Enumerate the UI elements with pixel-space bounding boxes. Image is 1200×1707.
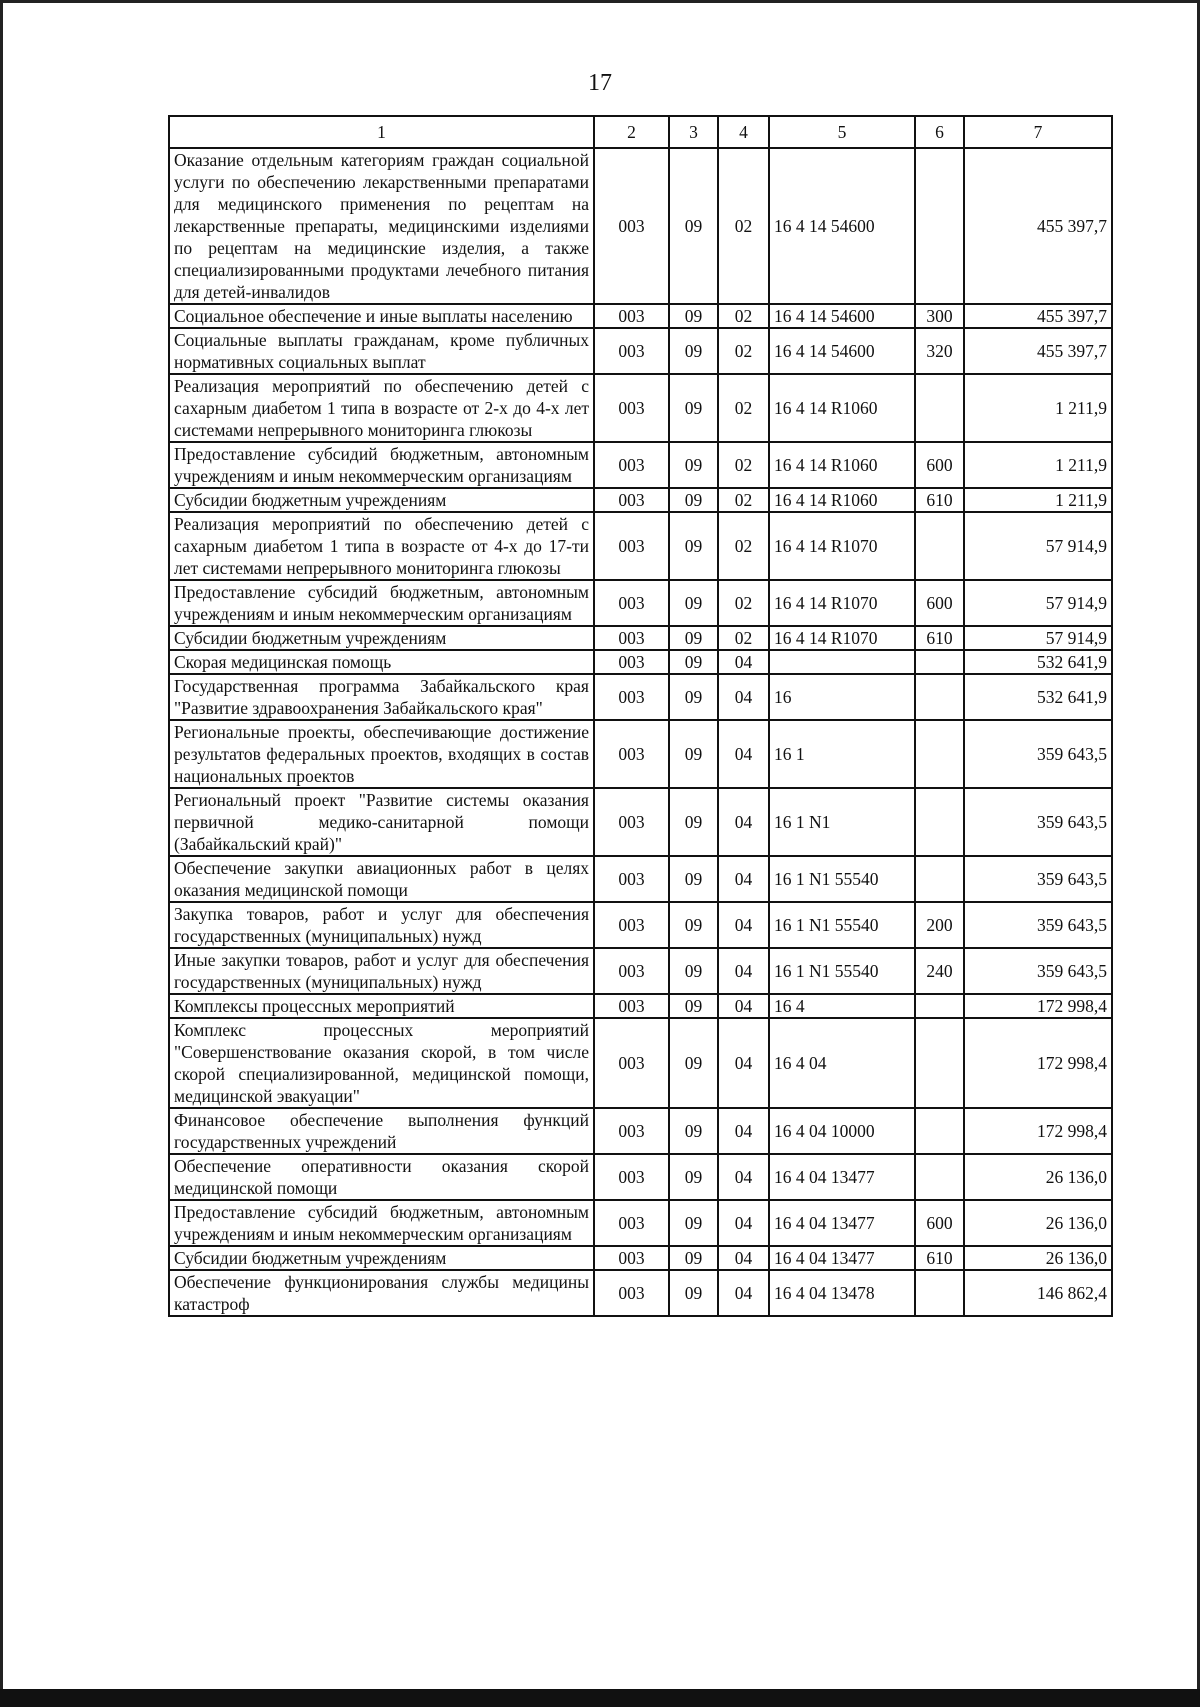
table-body — [169, 148, 1112, 1316]
cell-ministry-code: 003 — [594, 626, 669, 650]
cell-section-code: 09 — [669, 442, 718, 488]
cell-expense-type — [915, 1108, 964, 1154]
table-header — [169, 116, 1112, 148]
cell-target-article: 16 1 N1 55540 — [769, 948, 915, 994]
cell-subsection-code: 04 — [718, 788, 769, 856]
cell-target-article: 16 4 04 13478 — [769, 1270, 915, 1316]
cell-item-name: Предоставление субсидий бюджетным, автономным учреждениям и иным некоммерческим организациям — [169, 442, 594, 488]
scan-edge-top — [0, 0, 1200, 3]
cell-subsection-code: 04 — [718, 1200, 769, 1246]
cell-ministry-code: 003 — [594, 674, 669, 720]
cell-target-article: 16 4 04 13477 — [769, 1154, 915, 1200]
cell-subsection-code: 04 — [718, 1108, 769, 1154]
header-cell-col-3: 3 — [669, 116, 718, 148]
cell-ministry-code: 003 — [594, 650, 669, 674]
cell-section-code: 09 — [669, 328, 718, 374]
cell-subsection-code: 02 — [718, 148, 769, 304]
cell-ministry-code: 003 — [594, 948, 669, 994]
cell-item-name: Комплекс процессных мероприятий "Совершенствование оказания скорой, в том числе скорой специализированной, медицинской помощи, медицинской эвакуации" — [169, 1018, 594, 1108]
header-cell-col-7: 7 — [964, 116, 1112, 148]
header-cell-col-2: 2 — [594, 116, 669, 148]
cell-amount: 1 211,9 — [964, 442, 1112, 488]
table-row — [169, 488, 1112, 512]
scan-edge-bottom — [0, 1689, 1200, 1707]
cell-ministry-code: 003 — [594, 1200, 669, 1246]
cell-target-article — [769, 650, 915, 674]
cell-ministry-code: 003 — [594, 788, 669, 856]
cell-target-article: 16 1 — [769, 720, 915, 788]
cell-amount: 359 643,5 — [964, 788, 1112, 856]
table-row — [169, 442, 1112, 488]
cell-ministry-code: 003 — [594, 1154, 669, 1200]
cell-amount: 172 998,4 — [964, 1108, 1112, 1154]
cell-subsection-code: 04 — [718, 948, 769, 994]
cell-ministry-code: 003 — [594, 720, 669, 788]
cell-subsection-code: 04 — [718, 1154, 769, 1200]
cell-section-code: 09 — [669, 304, 718, 328]
cell-section-code: 09 — [669, 1108, 718, 1154]
cell-item-name: Финансовое обеспечение выполнения функций государственных учреждений — [169, 1108, 594, 1154]
header-cell-col-4: 4 — [718, 116, 769, 148]
cell-target-article: 16 1 N1 55540 — [769, 902, 915, 948]
cell-subsection-code: 04 — [718, 1018, 769, 1108]
cell-subsection-code: 04 — [718, 1270, 769, 1316]
cell-item-name: Реализация мероприятий по обеспечению детей с сахарным диабетом 1 типа в возрасте от 4-х до 17-ти лет системами непрерывного мониторинга глюкозы — [169, 512, 594, 580]
header-cell-col-5: 5 — [769, 116, 915, 148]
cell-target-article: 16 4 04 13477 — [769, 1246, 915, 1270]
cell-item-name: Комплексы процессных мероприятий — [169, 994, 594, 1018]
cell-amount: 455 397,7 — [964, 148, 1112, 304]
cell-target-article: 16 4 04 10000 — [769, 1108, 915, 1154]
cell-ministry-code: 003 — [594, 1246, 669, 1270]
cell-target-article: 16 4 — [769, 994, 915, 1018]
cell-section-code: 09 — [669, 148, 718, 304]
cell-target-article: 16 1 N1 55540 — [769, 856, 915, 902]
cell-ministry-code: 003 — [594, 902, 669, 948]
cell-item-name: Предоставление субсидий бюджетным, автономным учреждениям и иным некоммерческим организациям — [169, 580, 594, 626]
cell-ministry-code: 003 — [594, 304, 669, 328]
table-row — [169, 1108, 1112, 1154]
table-row — [169, 902, 1112, 948]
budget-table — [168, 115, 1113, 1317]
cell-amount: 57 914,9 — [964, 580, 1112, 626]
cell-ministry-code: 003 — [594, 1018, 669, 1108]
cell-target-article: 16 4 14 R1060 — [769, 442, 915, 488]
cell-target-article: 16 4 14 R1060 — [769, 374, 915, 442]
cell-ministry-code: 003 — [594, 442, 669, 488]
cell-subsection-code: 04 — [718, 1246, 769, 1270]
cell-amount: 26 136,0 — [964, 1246, 1112, 1270]
cell-section-code: 09 — [669, 1270, 718, 1316]
cell-expense-type — [915, 1018, 964, 1108]
cell-amount: 172 998,4 — [964, 1018, 1112, 1108]
cell-amount: 146 862,4 — [964, 1270, 1112, 1316]
cell-item-name: Оказание отдельным категориям граждан социальной услуги по обеспечению лекарственными препаратами для медицинского применения по рецептам на лекарственные препараты, медицинскими изделиями по рецептам на медицинские изделия, а также специализированными продуктами лечебного питания для детей-инвалидов — [169, 148, 594, 304]
table-row — [169, 512, 1112, 580]
table-row — [169, 948, 1112, 994]
cell-amount: 532 641,9 — [964, 650, 1112, 674]
cell-section-code: 09 — [669, 1154, 718, 1200]
cell-expense-type — [915, 788, 964, 856]
cell-item-name: Обеспечение закупки авиационных работ в целях оказания медицинской помощи — [169, 856, 594, 902]
cell-target-article: 16 4 04 13477 — [769, 1200, 915, 1246]
cell-expense-type: 320 — [915, 328, 964, 374]
cell-expense-type: 610 — [915, 488, 964, 512]
cell-subsection-code: 04 — [718, 856, 769, 902]
cell-target-article: 16 4 14 R1070 — [769, 580, 915, 626]
cell-item-name: Региональный проект "Развитие системы оказания первичной медико-санитарной помощи (Забайкальский край)" — [169, 788, 594, 856]
cell-ministry-code: 003 — [594, 856, 669, 902]
cell-amount: 455 397,7 — [964, 304, 1112, 328]
cell-expense-type: 610 — [915, 1246, 964, 1270]
table-row — [169, 856, 1112, 902]
cell-item-name: Социальное обеспечение и иные выплаты населению — [169, 304, 594, 328]
cell-expense-type — [915, 1154, 964, 1200]
cell-expense-type — [915, 1270, 964, 1316]
cell-ministry-code: 003 — [594, 374, 669, 442]
table-row — [169, 148, 1112, 304]
cell-expense-type: 610 — [915, 626, 964, 650]
cell-amount: 57 914,9 — [964, 512, 1112, 580]
cell-section-code: 09 — [669, 1018, 718, 1108]
cell-target-article: 16 4 14 R1070 — [769, 626, 915, 650]
cell-subsection-code: 04 — [718, 902, 769, 948]
cell-expense-type — [915, 512, 964, 580]
cell-amount: 1 211,9 — [964, 374, 1112, 442]
table-row — [169, 650, 1112, 674]
cell-item-name: Субсидии бюджетным учреждениям — [169, 1246, 594, 1270]
cell-target-article: 16 1 N1 — [769, 788, 915, 856]
cell-subsection-code: 02 — [718, 374, 769, 442]
cell-section-code: 09 — [669, 948, 718, 994]
cell-section-code: 09 — [669, 856, 718, 902]
cell-section-code: 09 — [669, 788, 718, 856]
cell-amount: 1 211,9 — [964, 488, 1112, 512]
cell-section-code: 09 — [669, 626, 718, 650]
table-row — [169, 674, 1112, 720]
cell-item-name: Предоставление субсидий бюджетным, автономным учреждениям и иным некоммерческим организациям — [169, 1200, 594, 1246]
cell-expense-type — [915, 650, 964, 674]
cell-subsection-code: 04 — [718, 650, 769, 674]
cell-ministry-code: 003 — [594, 488, 669, 512]
scan-edge-left — [0, 0, 3, 1707]
cell-item-name: Иные закупки товаров, работ и услуг для обеспечения государственных (муниципальных) нужд — [169, 948, 594, 994]
cell-item-name: Социальные выплаты гражданам, кроме публичных нормативных социальных выплат — [169, 328, 594, 374]
cell-section-code: 09 — [669, 650, 718, 674]
cell-target-article: 16 — [769, 674, 915, 720]
cell-subsection-code: 02 — [718, 442, 769, 488]
cell-expense-type: 600 — [915, 580, 964, 626]
cell-subsection-code: 04 — [718, 720, 769, 788]
cell-expense-type — [915, 674, 964, 720]
cell-ministry-code: 003 — [594, 1108, 669, 1154]
cell-subsection-code: 02 — [718, 626, 769, 650]
cell-subsection-code: 02 — [718, 488, 769, 512]
cell-target-article: 16 4 04 — [769, 1018, 915, 1108]
cell-expense-type: 240 — [915, 948, 964, 994]
table-row — [169, 1018, 1112, 1108]
cell-section-code: 09 — [669, 994, 718, 1018]
cell-section-code: 09 — [669, 902, 718, 948]
table-row — [169, 1270, 1112, 1316]
cell-section-code: 09 — [669, 512, 718, 580]
cell-section-code: 09 — [669, 580, 718, 626]
cell-item-name: Обеспечение функционирования службы медицины катастроф — [169, 1270, 594, 1316]
cell-item-name: Субсидии бюджетным учреждениям — [169, 626, 594, 650]
table-row — [169, 788, 1112, 856]
cell-amount: 359 643,5 — [964, 948, 1112, 994]
cell-expense-type: 600 — [915, 442, 964, 488]
table-row — [169, 720, 1112, 788]
table-row — [169, 1200, 1112, 1246]
page-number: 17 — [588, 70, 612, 96]
cell-section-code: 09 — [669, 1246, 718, 1270]
cell-amount: 359 643,5 — [964, 856, 1112, 902]
cell-expense-type — [915, 994, 964, 1018]
table-row — [169, 580, 1112, 626]
cell-target-article: 16 4 14 R1060 — [769, 488, 915, 512]
cell-subsection-code: 02 — [718, 328, 769, 374]
cell-expense-type — [915, 720, 964, 788]
cell-target-article: 16 4 14 54600 — [769, 148, 915, 304]
cell-subsection-code: 02 — [718, 304, 769, 328]
cell-subsection-code: 04 — [718, 994, 769, 1018]
cell-expense-type: 600 — [915, 1200, 964, 1246]
cell-section-code: 09 — [669, 488, 718, 512]
cell-expense-type — [915, 148, 964, 304]
cell-amount: 172 998,4 — [964, 994, 1112, 1018]
table-row — [169, 1154, 1112, 1200]
table-row — [169, 994, 1112, 1018]
header-cell-col-6: 6 — [915, 116, 964, 148]
cell-item-name: Скорая медицинская помощь — [169, 650, 594, 674]
table-row — [169, 626, 1112, 650]
cell-expense-type: 200 — [915, 902, 964, 948]
cell-expense-type — [915, 856, 964, 902]
cell-item-name: Обеспечение оперативности оказания скорой медицинской помощи — [169, 1154, 594, 1200]
cell-amount: 359 643,5 — [964, 720, 1112, 788]
cell-target-article: 16 4 14 R1070 — [769, 512, 915, 580]
cell-expense-type — [915, 374, 964, 442]
cell-ministry-code: 003 — [594, 148, 669, 304]
cell-item-name: Региональные проекты, обеспечивающие достижение результатов федеральных проектов, входящих в состав национальных проектов — [169, 720, 594, 788]
cell-amount: 532 641,9 — [964, 674, 1112, 720]
cell-section-code: 09 — [669, 1200, 718, 1246]
cell-section-code: 09 — [669, 374, 718, 442]
table-row — [169, 374, 1112, 442]
header-row — [169, 116, 1112, 148]
header-cell-col-1: 1 — [169, 116, 594, 148]
table-row — [169, 328, 1112, 374]
cell-expense-type: 300 — [915, 304, 964, 328]
table-row — [169, 1246, 1112, 1270]
cell-amount: 26 136,0 — [964, 1200, 1112, 1246]
cell-ministry-code: 003 — [594, 328, 669, 374]
cell-target-article: 16 4 14 54600 — [769, 328, 915, 374]
cell-item-name: Субсидии бюджетным учреждениям — [169, 488, 594, 512]
cell-item-name: Реализация мероприятий по обеспечению детей с сахарным диабетом 1 типа в возрасте от 2-х до 4-х лет системами непрерывного мониторинга глюкозы — [169, 374, 594, 442]
cell-subsection-code: 02 — [718, 512, 769, 580]
cell-subsection-code: 02 — [718, 580, 769, 626]
cell-amount: 359 643,5 — [964, 902, 1112, 948]
cell-ministry-code: 003 — [594, 1270, 669, 1316]
cell-amount: 455 397,7 — [964, 328, 1112, 374]
cell-section-code: 09 — [669, 674, 718, 720]
cell-subsection-code: 04 — [718, 674, 769, 720]
cell-target-article: 16 4 14 54600 — [769, 304, 915, 328]
cell-item-name: Закупка товаров, работ и услуг для обеспечения государственных (муниципальных) нужд — [169, 902, 594, 948]
cell-ministry-code: 003 — [594, 994, 669, 1018]
cell-ministry-code: 003 — [594, 512, 669, 580]
cell-amount: 57 914,9 — [964, 626, 1112, 650]
table-row — [169, 304, 1112, 328]
cell-item-name: Государственная программа Забайкальского края "Развитие здравоохранения Забайкальского края" — [169, 674, 594, 720]
cell-section-code: 09 — [669, 720, 718, 788]
cell-amount: 26 136,0 — [964, 1154, 1112, 1200]
cell-ministry-code: 003 — [594, 580, 669, 626]
